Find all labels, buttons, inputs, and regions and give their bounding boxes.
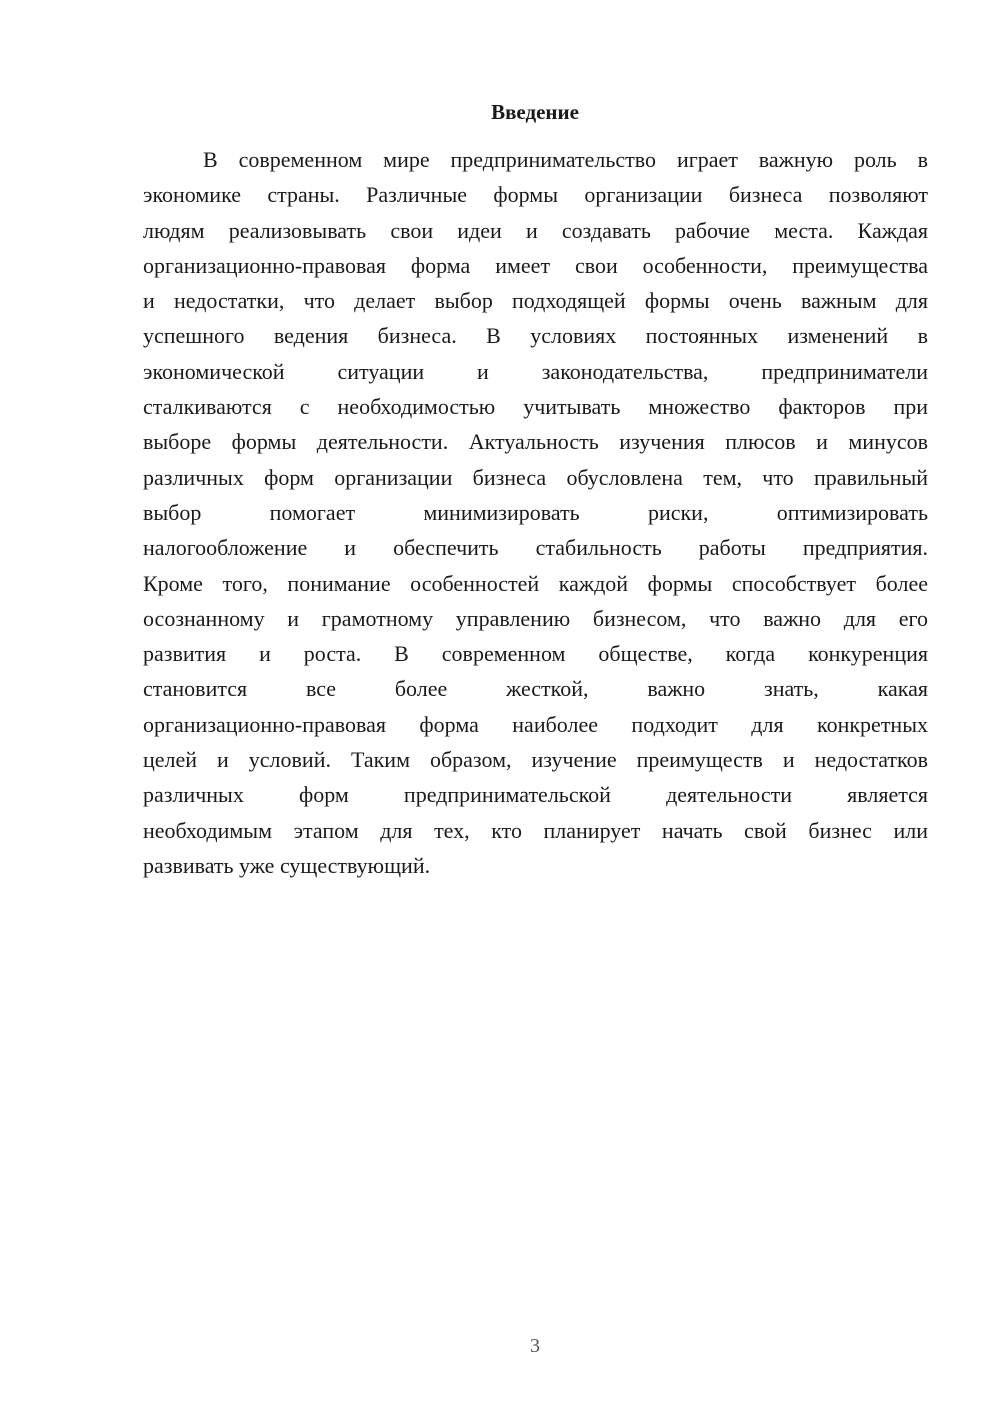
paragraph-line: налогообложение и обеспечить стабильность работы предприятия. <box>143 535 928 561</box>
paragraph-line: людям реализовывать свои идеи и создавать рабочие места. Каждая <box>143 217 928 243</box>
paragraph-line: выбор помогает минимизировать риски, оптимизировать <box>143 499 928 525</box>
paragraph-line: экономике страны. Различные формы организации бизнеса позволяют <box>143 182 928 208</box>
body-paragraph <box>143 142 928 883</box>
page-number: 3 <box>530 1335 540 1357</box>
paragraph-line: различных форм предпринимательской деятельности является <box>143 782 928 808</box>
page-title: Введение <box>491 100 579 124</box>
paragraph-line: организационно-правовая форма наиболее подходит для конкретных <box>143 711 928 737</box>
paragraph-line: различных форм организации бизнеса обусловлена тем, что правильный <box>143 464 928 490</box>
paragraph-line: и недостатки, что делает выбор подходящей формы очень важным для <box>143 288 928 314</box>
paragraph-line: становится все более жесткой, важно знать, какая <box>143 676 928 702</box>
paragraph-line: выборе формы деятельности. Актуальность изучения плюсов и минусов <box>143 429 928 455</box>
paragraph-line: развития и роста. В современном обществе, когда конкуренция <box>143 641 928 667</box>
paragraph-line: успешного ведения бизнеса. В условиях постоянных изменений в <box>143 323 928 349</box>
paragraph-line: развивать уже существующий. <box>143 852 431 878</box>
paragraph-line: В современном мире предпринимательство играет важную роль в <box>203 147 928 172</box>
paragraph-line: сталкиваются с необходимостью учитывать множество факторов при <box>143 394 928 420</box>
paragraph-line: организационно-правовая форма имеет свои особенности, преимущества <box>143 252 928 278</box>
paragraph-line: целей и условий. Таким образом, изучение преимуществ и недостатков <box>143 747 928 773</box>
paragraph-line: осознанному и грамотному управлению бизнесом, что важно для его <box>143 605 928 631</box>
paragraph-line: Кроме того, понимание особенностей каждой формы способствует более <box>143 570 928 596</box>
paragraph-line: экономической ситуации и законодательства, предприниматели <box>143 358 928 384</box>
paragraph-line: необходимым этапом для тех, кто планирует начать свой бизнес или <box>143 817 928 843</box>
